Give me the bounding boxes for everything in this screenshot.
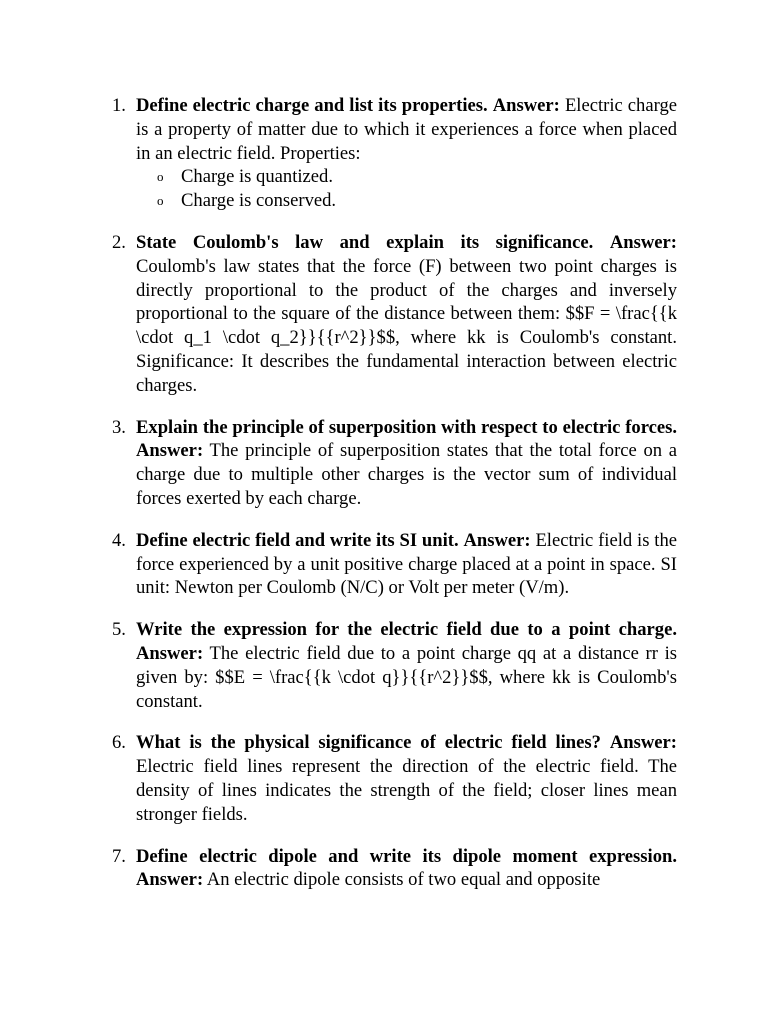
question-body <box>136 231 677 398</box>
question-body <box>136 529 677 600</box>
answer-text: Coulomb's law states that the force (F) between two point charges is directly proportional to the product of the charges and inversely proportional to the square of the distance between them: $$F = \frac{{k \cdot q_1 \cdot q_2}}{{r^2}}$$, where kk is Coulomb's constant. Significance: It describes the fundamental interaction between electric charges. <box>136 255 677 396</box>
question-body <box>136 94 677 165</box>
bullet-marker: o <box>157 169 164 185</box>
question-body <box>136 416 677 511</box>
answer-text: The principle of superposition states that the total force on a charge due to multiple other charges is the vector sum of individual forces exerted by each charge. <box>136 440 678 509</box>
question-body <box>136 618 677 713</box>
answer-text: Electric field is the force experienced by a unit positive charge placed at a point in space. SI unit: Newton per Coulomb (N/C) or Volt per meter (V/m). <box>136 529 677 599</box>
answer-label: Answer: <box>463 529 531 551</box>
property-item <box>136 189 677 213</box>
property-text: Charge is conserved. <box>181 190 337 212</box>
property-list <box>136 165 677 213</box>
question-text: What is the physical significance of electric field lines? <box>136 732 601 754</box>
answer-text: An electric dipole consists of two equal and opposite <box>206 869 601 891</box>
question-body <box>136 845 677 893</box>
answer-label: Answer: <box>136 869 204 891</box>
question-item-3 <box>112 416 678 511</box>
question-number: 5. <box>112 619 126 641</box>
question-item-4 <box>112 529 677 600</box>
question-number: 4. <box>112 529 126 551</box>
question-number: 2. <box>112 231 126 253</box>
question-number: 1. <box>112 95 126 116</box>
question-text: Define electric dipole and write its dipole moment expression. <box>136 845 677 867</box>
answer-text: Electric charge is a property of matter due to which it experiences a force when placed in an electric field. Properties: <box>136 95 678 164</box>
question-number: 7. <box>112 845 126 867</box>
question-number: 3. <box>112 416 126 438</box>
question-item-1 <box>112 94 678 213</box>
question-item-7 <box>112 845 677 893</box>
answer-label: Answer: <box>609 231 677 253</box>
answer-label: Answer: <box>609 732 677 754</box>
answer-text: The electric field due to a point charge qq at a distance rr is given by: $$E = \frac{{k \cdot q}}{{r^2}}$$, where kk is Coulomb's constant. <box>136 642 678 712</box>
question-number: 6. <box>112 732 126 754</box>
question-text: Explain the principle of superposition with respect to electric forces. <box>136 416 677 438</box>
question-item-6 <box>112 731 677 826</box>
question-item-2 <box>112 231 677 398</box>
answer-label: Answer: <box>136 642 204 664</box>
question-item-5 <box>112 618 678 713</box>
question-body <box>136 731 677 826</box>
question-text: State Coulomb's law and explain its significance. <box>136 231 594 253</box>
question-text: Define electric charge and list its properties. <box>136 95 488 116</box>
answer-text: Electric field lines represent the direction of the electric field. The density of lines indicates the strength of the field; closer lines mean stronger fields. <box>136 756 677 825</box>
property-text: Charge is quantized. <box>181 166 333 188</box>
answer-label: Answer: <box>492 95 560 116</box>
property-item <box>136 165 677 189</box>
question-list <box>112 94 678 910</box>
bullet-marker: o <box>157 193 164 209</box>
answer-label: Answer: <box>136 440 204 462</box>
question-text: Write the expression for the electric field due to a point charge. <box>136 619 677 641</box>
question-text: Define electric field and write its SI unit. <box>136 529 459 551</box>
